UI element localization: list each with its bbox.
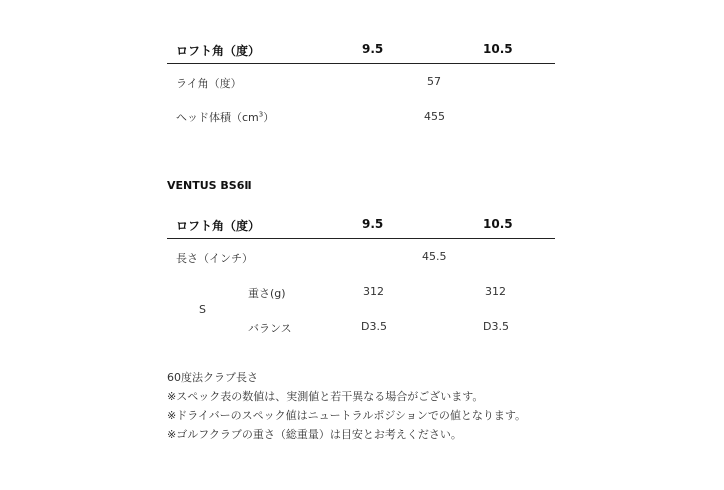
length-value: 45.5 <box>422 250 447 263</box>
shaft-loft-header-col1: 9.5 <box>362 217 384 231</box>
balance-col1: D3.5 <box>361 320 387 333</box>
shaft-title: VENTUS BS6Ⅱ <box>167 179 252 192</box>
weight-col2: 312 <box>485 285 506 298</box>
loft-header-col1: 9.5 <box>362 42 384 56</box>
head-volume-label: ヘッド体積$(cm^3)$ <box>176 110 275 124</box>
spec-notes <box>167 368 526 444</box>
weight-label: 重さ(g) <box>248 287 286 300</box>
balance-label: バランス <box>248 322 292 335</box>
loft-header-label: ロフト角（度） <box>176 44 261 58</box>
lie-angle-label: ライ角（度） <box>176 77 242 90</box>
loft-header-col2: 10.5 <box>483 42 513 56</box>
header-divider <box>167 63 555 64</box>
note-line: ※ゴルフクラブの重さ（総重量）は目安とお考えください。 <box>167 428 462 441</box>
length-label: 長さ（インチ） <box>176 252 253 265</box>
weight-col1: 312 <box>363 285 384 298</box>
note-line: ※スペック表の数値は、実測値と若干異なる場合がございます。 <box>167 390 484 403</box>
flex-label: S <box>199 303 206 316</box>
note-line: 60度法クラブ長さ <box>167 371 258 384</box>
note-line: ※ドライバーのスペック値はニュートラルポジションでの値となります。 <box>167 409 526 422</box>
head-volume-value: 455 <box>424 110 445 123</box>
lie-angle-value: 57 <box>427 75 441 88</box>
shaft-header-divider <box>167 238 555 239</box>
shaft-loft-header-col2: 10.5 <box>483 217 513 231</box>
shaft-loft-header-label: ロフト角（度） <box>176 219 261 233</box>
balance-col2: D3.5 <box>483 320 509 333</box>
